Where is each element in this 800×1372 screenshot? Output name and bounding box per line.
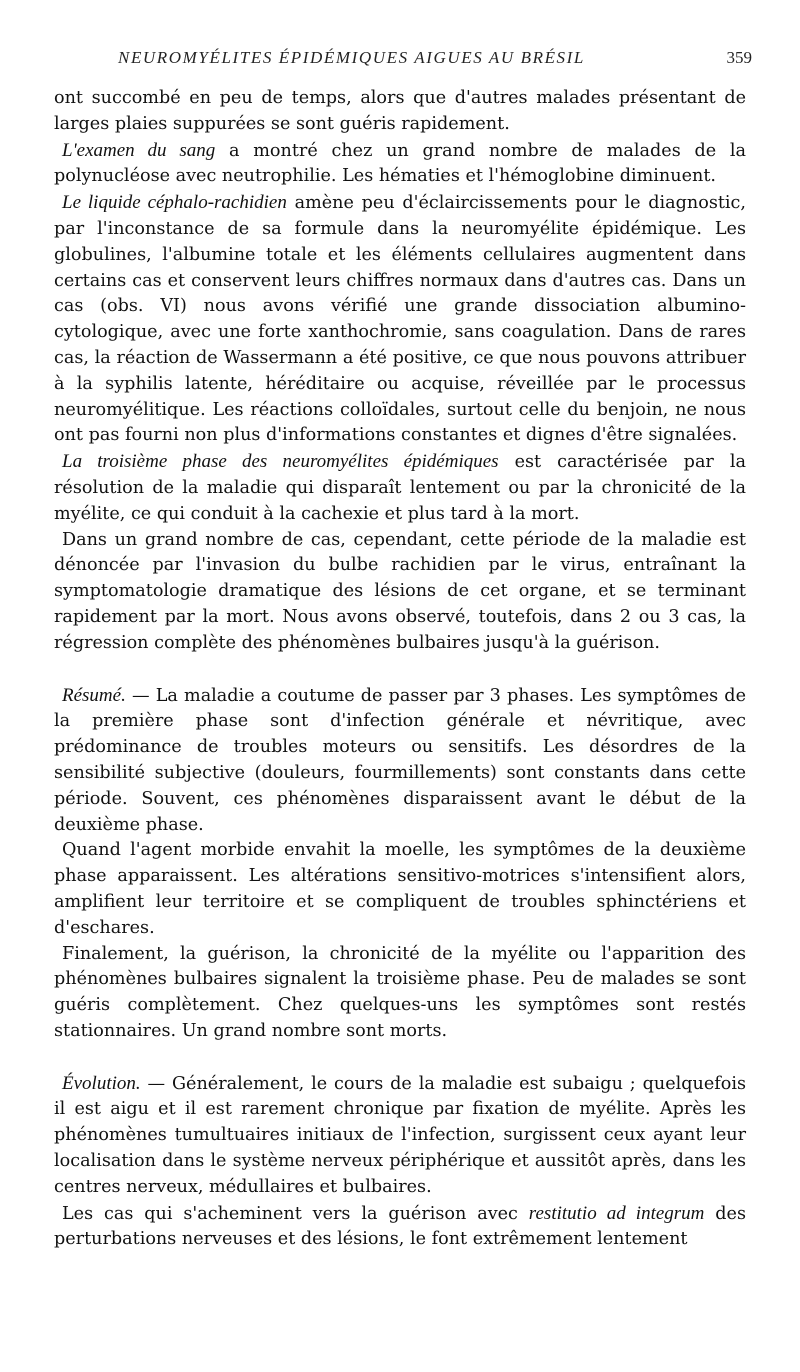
paragraph-evolution — [54, 1071, 746, 1201]
paragraph-text: Quand l'agent morbide envahit la moelle, les symptômes de la deuxième phase apparaissent. Les altérations sensitivo-motrices s'intensifient alors, amplifient leur territoire et se compliquent de troubles sphinctériens et d'eschares. — [54, 840, 746, 938]
running-header — [118, 48, 752, 70]
paragraph-text: Dans un grand nombre de cas, cependant, cette période de la maladie est dénoncée par l'invasion du bulbe rachidien par le virus, entraînant la symptomatologie dramatique des lésions de cet organe, et se terminant rapidement par la mort. Nous avons observé, toutefois, dans 2 ou 3 cas, la régression complète des phénomènes bulbaires jusqu'à la guérison. — [54, 529, 746, 653]
paragraph-text: ont succombé en peu de temps, alors que d'autres malades présentant de larges plaies suppurées se sont guéris rapidement. — [54, 88, 746, 134]
paragraph-resume — [54, 683, 746, 839]
paragraph-text: — Généralement, le cours de la maladie est subaigu ; quelquefois il est aigu et il est rarement chronique par fixation de myélite. Après les phénomènes tumultuaires initiaux de l'infection, surgissent ceux ayant leur localisation dans le système nerveux périphérique et aussitôt après, dans les centres nerveux, médullaires et bulbaires. — [54, 1073, 746, 1197]
paragraph — [54, 528, 746, 657]
paragraph — [54, 838, 746, 941]
section-heading-resume: Résumé. — [62, 684, 126, 706]
paragraph — [54, 449, 746, 527]
paragraph-text: amène peu d'éclaircissements pour le diagnostic, par l'inconstance de sa formule dans la neuromyélite épidémique. Les globulines, l'albumine totale et les éléments cellulaires augmentent dans certains cas et conservent leurs chiffres normaux dans d'autres cas. Dans un cas (obs. VI) nous avons vérifié une grande dissociation albumino-cytologique, avec une forte xanthochromie, sans coagulation. Dans de rares cas, la réaction de Wassermann a été positive, ce que nous pouvons attribuer à la syphilis latente, héréditaire ou acquise, réveillée par le processus neuromyélitique. Les réactions colloïdales, surtout celle du benjoin, ne nous ont pas fourni non plus d'informations constantes et dignes d'être signalées. — [54, 193, 746, 446]
paragraph-text: est caractérisée par la résolution de la maladie qui disparaît lentement ou par la chronicité de la myélite, ce qui conduit à la cachexie et plus tard à la mort. — [54, 452, 746, 524]
paragraph-lead: Le liquide céphalo-rachidien — [62, 192, 287, 214]
paragraph-text: Les cas qui s'acheminent vers la guérison avec — [62, 1203, 529, 1224]
paragraph-text: des perturbations nerveuses et des lésions, le font extrêmement lentement — [54, 1203, 746, 1250]
page-number: 359 — [726, 48, 752, 67]
body-text — [54, 86, 746, 1253]
paragraph-text: a montré chez un grand nombre de malades de la polynucléose avec neutrophilie. Les hématies et l'hémoglobine diminuent. — [54, 140, 746, 187]
section-heading-evolution: Évolution. — [62, 1072, 141, 1094]
paragraph-text: — La maladie a coutume de passer par 3 phases. Les symptômes de la première phase sont d'infection générale et névritique, avec prédominance de troubles moteurs ou sensitifs. Les désordres de la sensibilité subjective (douleurs, fourmillements) sont constants dans cette période. Souvent, ces phénomènes disparaissent avant le début de la deuxième phase. — [54, 685, 746, 835]
paragraph-lead: La troisième phase des neuromyélites épidémiques — [62, 451, 499, 473]
paragraph — [54, 1201, 746, 1254]
paragraph — [54, 190, 746, 449]
paragraph-lead: L'examen du sang — [62, 139, 216, 161]
latin-phrase: restitutio ad integrum — [528, 1202, 705, 1224]
paragraph — [54, 86, 746, 138]
paragraph — [54, 942, 746, 1045]
paragraph — [54, 138, 746, 191]
paragraph-text: Finalement, la guérison, la chronicité de la myélite ou l'apparition des phénomènes bulbaires signalent la troisième phase. Peu de malades se sont guéris complètement. Chez quelques-uns les symptômes sont restés stationnaires. Un grand nombre sont morts. — [54, 943, 746, 1041]
running-title: NEUROMYÉLITES ÉPIDÉMIQUES AIGUES AU BRÉSIL — [118, 48, 585, 67]
